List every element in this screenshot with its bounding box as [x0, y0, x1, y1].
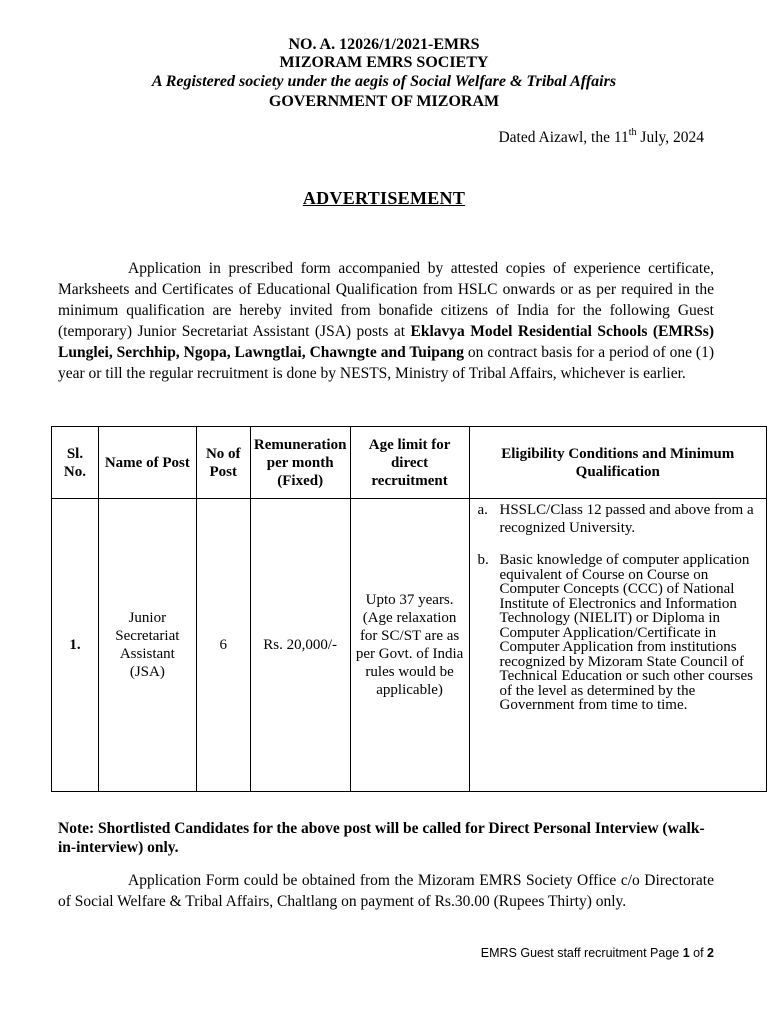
society-tagline: A Registered society under the aegis of Social Welfare & Tribal Affairs: [151, 73, 617, 90]
cell-no-of-post: 6: [196, 499, 250, 792]
date-ordinal: th: [628, 127, 637, 138]
cell-sl-no: 1.: [52, 499, 99, 792]
header-name-of-post: Name of Post: [98, 427, 196, 499]
application-form-paragraph: Application Form could be obtained from the Mizoram EMRS Society Office c/o Directorate of Social Welfare & Tribal Affairs, Chaltlang on payment of Rs.30.00 (Rupees Thirty) only.: [58, 872, 714, 910]
footer-page-number: 1: [682, 946, 690, 960]
table-row: [52, 499, 767, 792]
header-age-limit: Age limit for direct recruitment: [350, 427, 469, 499]
reference-number: NO. A. 12026/1/2021-EMRS: [288, 36, 480, 53]
government-name: GOVERNMENT OF MIZORAM: [268, 93, 500, 110]
cell-name-of-post: Junior Secretariat Assistant (JSA): [98, 499, 196, 792]
cell-age-limit: Upto 37 years. (Age relaxation for SC/ST are as per Govt. of India rules would be applicable): [350, 499, 469, 792]
cell-eligibility: [469, 499, 767, 792]
posts-table: [51, 426, 767, 792]
eligibility-marker: a.: [477, 502, 488, 518]
date-prefix: Dated Aizawl, the 11: [498, 129, 629, 146]
society-name: MIZORAM EMRS SOCIETY: [279, 54, 489, 71]
eligibility-text: Basic knowledge of computer application equivalent of Course on Course on Computer Concepts (CCC) of National Institute of Electronics and Information Technology (NIELIT) or Diploma in Computer Application/Certificate in Computer Application from institutions recognized by Mizoram State Council of Technical Education or such other courses of the level as determined by the Government from time to time.: [499, 552, 753, 713]
eligibility-marker: b.: [477, 552, 489, 568]
eligibility-item: [474, 553, 763, 713]
document-title: ADVERTISEMENT: [302, 188, 466, 208]
eligibility-text: HSSLC/Class 12 passed and above from a recognized University.: [499, 502, 754, 536]
footer-page-total: 2: [707, 946, 714, 960]
page-footer: [481, 946, 714, 960]
header-sl-no: Sl. No.: [52, 427, 99, 499]
footer-of: of: [689, 946, 708, 960]
header-remuneration: Remuneration per month (Fixed): [250, 427, 350, 499]
note-paragraph: Note: Shortlisted Candidates for the above post will be called for Direct Personal Interview (walk-in-interview) only.: [58, 820, 705, 856]
footer-label: EMRS Guest staff recruitment Page: [480, 946, 683, 960]
table-header-row: [52, 427, 767, 499]
date-line: [498, 129, 704, 147]
cell-remuneration: Rs. 20,000/-: [250, 499, 350, 792]
eligibility-list: [474, 501, 763, 713]
date-rest: July, 2024: [636, 129, 704, 146]
intro-text-2: on contract basis for a period of one (1) year or till the regular recruitment is done by NESTS, Ministry of Tribal Affairs, whichever is earlier.: [58, 344, 714, 382]
intro-text-1: Application in prescribed form accompanied by attested copies of experience certificate, Marksheets and Certificates of Educational Qualification from HSLC onwards or as per required in the minimum qualification are hereby invited from bonafide citizens of India for the following Guest (temporary) Junior Secretariat Assistant (JSA) posts at: [58, 260, 714, 340]
header-no-of-post: No of Post: [196, 427, 250, 499]
header-eligibility: Eligibility Conditions and Minimum Qualification: [469, 427, 767, 499]
intro-schools: Eklavya Model Residential Schools (EMRSs) Lunglei, Serchhip, Ngopa, Lawngtlai, Chawngte and Tuipang: [58, 323, 714, 361]
eligibility-item: [474, 501, 763, 537]
intro-paragraph: [58, 258, 714, 384]
